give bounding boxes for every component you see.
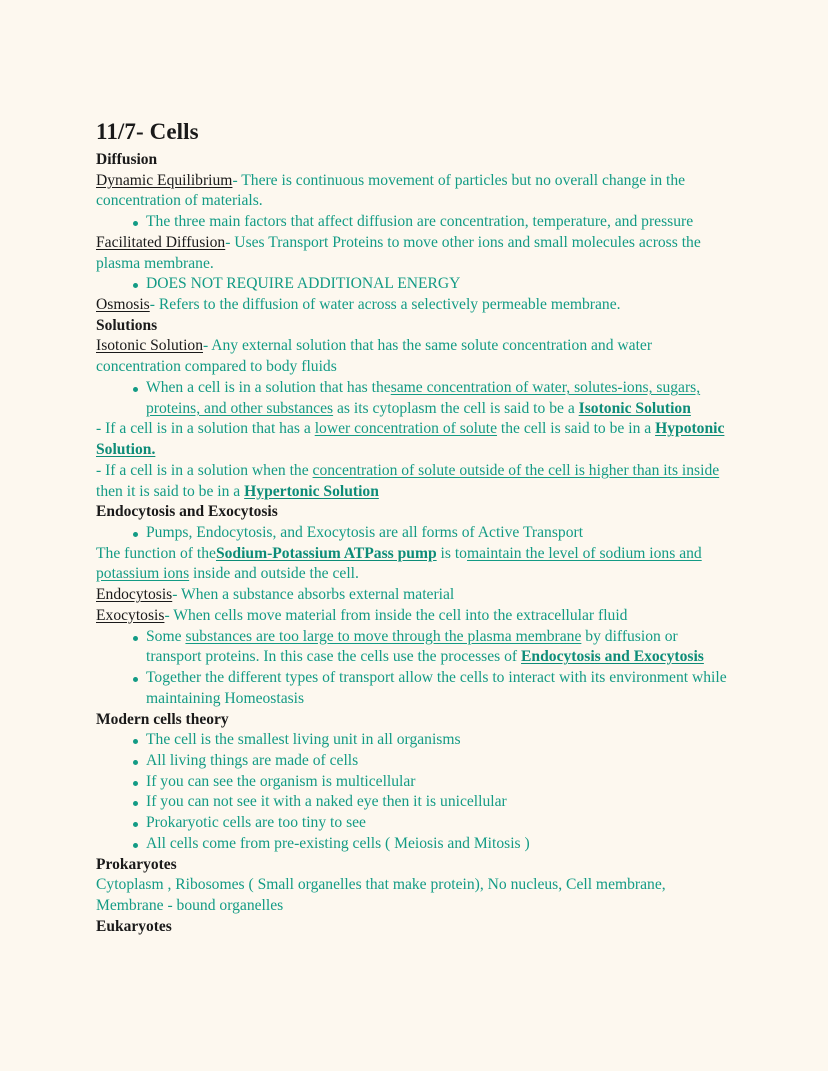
term-exocytosis: Exocytosis (96, 606, 165, 624)
pump-text-part2: is to (440, 544, 467, 562)
bullet-list-facilitated-energy (96, 274, 728, 295)
list-item (96, 627, 728, 668)
term-isotonic-solution: Isotonic Solution (96, 337, 203, 355)
list-item: If you can not see it with a naked eye then it is unicellular (96, 792, 728, 813)
list-item: Pumps, Endocytosis, and Exocytosis are all forms of Active Transport (96, 523, 728, 544)
hypotonic-text-part1: - If a cell is in a solution that has a (96, 420, 311, 438)
pump-text-underlined: maintain the level of sodium ions and potassium ions (96, 544, 702, 583)
definition-dynamic-equilibrium: - There is continuous movement of particles but no overall change in the concentration of materials. (96, 171, 686, 210)
definition-isotonic-solution: - Any external solution that has the same solute concentration and water concentration compared to body fluids (96, 337, 653, 376)
term-dynamic-equilibrium: Dynamic Equilibrium (96, 171, 233, 189)
list-item: If you can see the organism is multicellular (96, 772, 728, 793)
section-heading-prokaryotes: Prokaryotes (96, 855, 177, 873)
bullet-list-active-transport (96, 523, 728, 544)
list-item: Together the different types of transport allow the cells to interact with its environment while maintaining Homeostasis (96, 668, 728, 709)
hypotonic-text-underlined: lower concentration of solute (314, 420, 498, 438)
hypotonic-text-part2: the cell is said to be in a (500, 420, 652, 438)
definition-endocytosis: - When a substance absorbs external material (172, 586, 455, 604)
definition-exocytosis: - When cells move material from inside the cell into the extracellular fluid (164, 606, 628, 624)
hypertonic-text-part1: - If a cell is in a solution when the (96, 461, 309, 479)
list-item: All living things are made of cells (96, 751, 728, 772)
list-item: The three main factors that affect diffusion are concentration, temperature, and pressure (96, 212, 728, 233)
isotonic-term-highlight: Isotonic Solution (578, 399, 691, 417)
list-item: The cell is the smallest living unit in all organisms (96, 730, 728, 751)
paragraph-facilitated-diffusion (96, 233, 728, 274)
hypertonic-text-part2: then it is said to be in a (96, 482, 241, 500)
paragraph-dynamic-equilibrium (96, 171, 728, 212)
hypertonic-text-underlined: concentration of solute outside of the cell is higher than its inside (312, 461, 720, 479)
section-heading-endocytosis-exocytosis: Endocytosis and Exocytosis (96, 503, 278, 521)
section-heading-eukaryotes: Eukaryotes (96, 917, 172, 935)
term-osmosis: Osmosis (96, 296, 150, 314)
paragraph-exocytosis (96, 606, 728, 627)
bullet-list-isotonic-explanation (96, 378, 728, 419)
page-title: 11/7- Cells (96, 119, 199, 144)
isotonic-text-underlined: same concentration of water, solutes-ions, sugars, proteins, and other substances (146, 378, 701, 417)
paragraph-hypotonic-solution (96, 419, 728, 460)
pump-text-part1: The function of the (96, 544, 216, 562)
list-item (96, 378, 728, 419)
pump-text-part3: inside and outside the cell. (193, 565, 359, 583)
paragraph-endocytosis (96, 585, 728, 606)
hypotonic-term-highlight: Hypotonic Solution. (96, 420, 725, 459)
paragraph-hypertonic-solution (96, 461, 728, 502)
some-text-underlined: substances are too large to move through the plasma membrane (185, 627, 582, 645)
hypertonic-term-highlight: Hypertonic Solution (244, 482, 379, 500)
list-item: All cells come from pre-existing cells ( Meiosis and Mitosis ) (96, 834, 728, 855)
paragraph-isotonic-solution (96, 336, 728, 377)
endo-exo-term-highlight: Endocytosis and Exocytosis (521, 648, 704, 666)
isotonic-text-part2: as its cytoplasm the cell is said to be a (337, 399, 575, 417)
some-text-part2: by diffusion or transport proteins. In this case the cells use the processes of (146, 627, 678, 666)
paragraph-prokaryotes: Cytoplasm , Ribosomes ( Small organelles that make protein), No nucleus, Cell membrane, Membrane - bound organelles (96, 876, 666, 914)
paragraph-osmosis (96, 295, 728, 316)
pump-term-highlight: Sodium-Potassium ATPass pump (215, 544, 437, 562)
definition-facilitated-diffusion: - Uses Transport Proteins to move other ions and small molecules across the plasma membrane. (96, 233, 701, 272)
section-heading-modern-cells-theory: Modern cells theory (96, 710, 229, 728)
paragraph-sodium-potassium-pump (96, 544, 728, 585)
list-item: DOES NOT REQUIRE ADDITIONAL ENERGY (96, 274, 728, 295)
section-heading-diffusion: Diffusion (96, 151, 158, 169)
section-heading-solutions: Solutions (96, 316, 158, 334)
bullet-list-modern-cells-theory (96, 730, 728, 854)
bullet-list-endo-exo-details (96, 627, 728, 710)
list-item: Prokaryotic cells are too tiny to see (96, 813, 728, 834)
isotonic-text-part1: When a cell is in a solution that has the (146, 378, 391, 396)
definition-osmosis: - Refers to the diffusion of water across a selectively permeable membrane. (149, 296, 621, 314)
term-facilitated-diffusion: Facilitated Diffusion (96, 233, 226, 251)
bullet-list-diffusion-factors (96, 212, 728, 233)
some-text-part1: Some (146, 627, 182, 645)
term-endocytosis: Endocytosis (96, 586, 173, 604)
